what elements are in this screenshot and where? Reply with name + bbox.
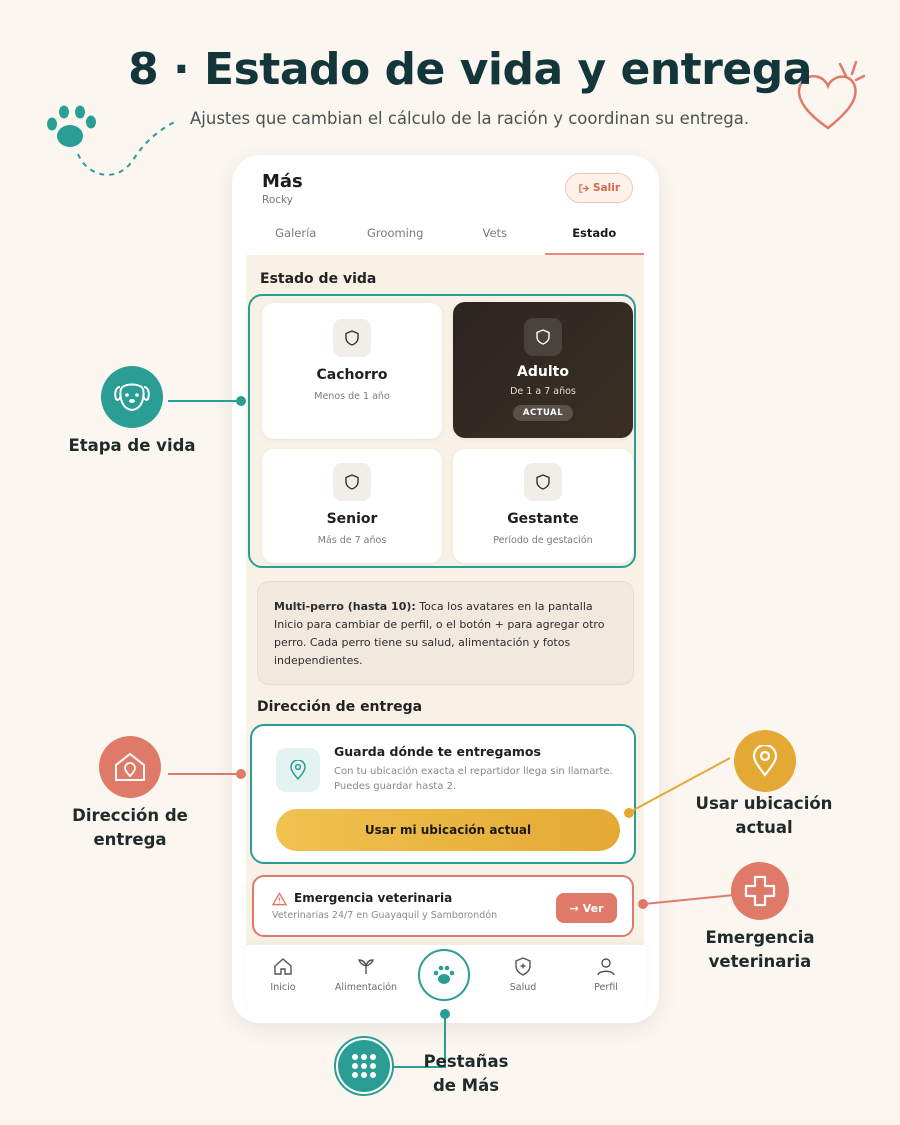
info-text: Toca los avatares en la pantalla Inicio para cambiar de perfil, o el botón + para agregar otro perro. Cada perro tiene su salud, alimentación y fotos independientes. <box>274 600 605 667</box>
callout-tabs-line1: Pestañas <box>423 1052 509 1071</box>
house-pin-callout-icon <box>99 736 161 798</box>
warning-icon <box>272 892 287 906</box>
life-stage-heading: Estado de vida <box>260 271 377 287</box>
page-title: 8 · Estado de vida y entrega <box>128 44 812 95</box>
callout-line <box>168 773 240 775</box>
callout-delivery-line1: Dirección de <box>72 806 188 825</box>
delivery-desc: Con tu ubicación exacta el repartidor llega sin llamarte. Puedes guardar hasta 2. <box>334 766 613 792</box>
callout-location-line2: actual <box>735 818 793 837</box>
tab-grooming[interactable]: Grooming <box>367 226 424 240</box>
location-pin-icon <box>276 748 320 792</box>
life-card-name: Adulto <box>517 364 569 380</box>
grid-dots-callout-icon <box>334 1036 394 1096</box>
tab-vets[interactable]: Vets <box>482 226 508 240</box>
life-card-name: Gestante <box>507 511 579 527</box>
callout-tabs-line2: de Más <box>432 1076 500 1095</box>
delivery-card <box>250 724 636 864</box>
page-subtitle: Ajustes que cambian el cálculo de la ración y coordinan su entrega. <box>190 109 750 128</box>
callout-dot <box>236 396 246 406</box>
delivery-title: Guarda dónde te entregamos <box>334 744 541 759</box>
callout-emergency-line1: Emergencia <box>705 928 815 947</box>
use-location-button[interactable]: Usar mi ubicación actual <box>276 809 620 851</box>
shield-icon <box>333 319 371 357</box>
life-card-gestante[interactable] <box>453 449 633 563</box>
emergency-view-label: Ver <box>582 901 604 915</box>
logout-label: Salir <box>592 182 621 194</box>
current-badge: ACTUAL <box>513 405 573 421</box>
medical-cross-callout-icon <box>731 862 789 920</box>
nav-label: Alimentación <box>334 982 398 993</box>
life-card-cachorro[interactable] <box>262 303 442 439</box>
tab-bar <box>246 217 644 255</box>
nav-label: Salud <box>509 982 537 993</box>
bottom-nav <box>246 945 646 1017</box>
emergency-card[interactable] <box>252 875 634 937</box>
life-card-desc: Menos de 1 año <box>314 391 390 402</box>
life-card-adulto[interactable] <box>453 302 633 438</box>
sprout-icon <box>356 957 376 976</box>
nav-pets-center[interactable] <box>418 949 470 1001</box>
home-icon <box>273 957 293 976</box>
health-shield-icon <box>513 957 533 976</box>
callout-line <box>168 400 240 402</box>
life-card-desc: Período de gestación <box>493 535 593 546</box>
callout-tabs <box>406 1050 526 1098</box>
delivery-heading: Dirección de entrega <box>257 699 423 715</box>
logout-icon <box>578 183 589 194</box>
user-icon <box>596 957 616 976</box>
life-card-desc: Más de 7 años <box>317 535 387 546</box>
nav-perfil[interactable] <box>566 957 646 993</box>
nav-label: Perfil <box>594 982 618 993</box>
callout-dot <box>236 769 246 779</box>
shield-icon <box>524 463 562 501</box>
callout-delivery-line2: entrega <box>93 830 167 849</box>
callout-delivery <box>50 804 210 852</box>
callout-emergency <box>680 926 840 974</box>
location-pin-callout-icon <box>734 730 796 792</box>
shield-icon <box>333 463 371 501</box>
life-stage-grid <box>248 294 636 568</box>
callout-life-stage: Etapa de vida <box>68 436 196 455</box>
dog-face-callout-icon <box>101 366 163 428</box>
life-card-name: Cachorro <box>316 367 388 383</box>
life-card-name: Senior <box>326 511 378 527</box>
arrow-right-icon: → <box>569 901 579 915</box>
life-card-desc: De 1 a 7 años <box>510 386 576 397</box>
emergency-title: Emergencia veterinaria <box>294 891 453 905</box>
callout-emergency-line2: veterinaria <box>708 952 812 971</box>
callout-connector <box>636 890 736 910</box>
life-card-senior[interactable] <box>262 449 442 563</box>
tab-estado[interactable]: Estado <box>545 217 645 255</box>
multi-dog-info <box>257 581 634 685</box>
pet-name: Rocky <box>262 194 293 206</box>
nav-inicio[interactable] <box>243 957 323 993</box>
callout-location-line1: Usar ubicación <box>695 794 833 813</box>
paw-decoration-icon <box>38 98 188 180</box>
shield-icon <box>524 318 562 356</box>
tab-galeria[interactable]: Galería <box>275 226 317 240</box>
nav-alimentacion[interactable] <box>326 957 406 993</box>
callout-connector <box>622 756 732 818</box>
logout-button[interactable] <box>565 173 633 203</box>
nav-salud[interactable] <box>483 957 563 993</box>
phone-screen <box>232 155 659 1023</box>
info-bold: Multi-perro (hasta 10): <box>274 600 416 613</box>
nav-label: Inicio <box>270 982 296 993</box>
emergency-subtitle: Veterinarias 24/7 en Guayaquil y Samborondón <box>272 910 498 921</box>
paw-icon <box>432 964 456 986</box>
emergency-view-button[interactable] <box>556 893 617 923</box>
app-title: Más <box>262 171 303 192</box>
